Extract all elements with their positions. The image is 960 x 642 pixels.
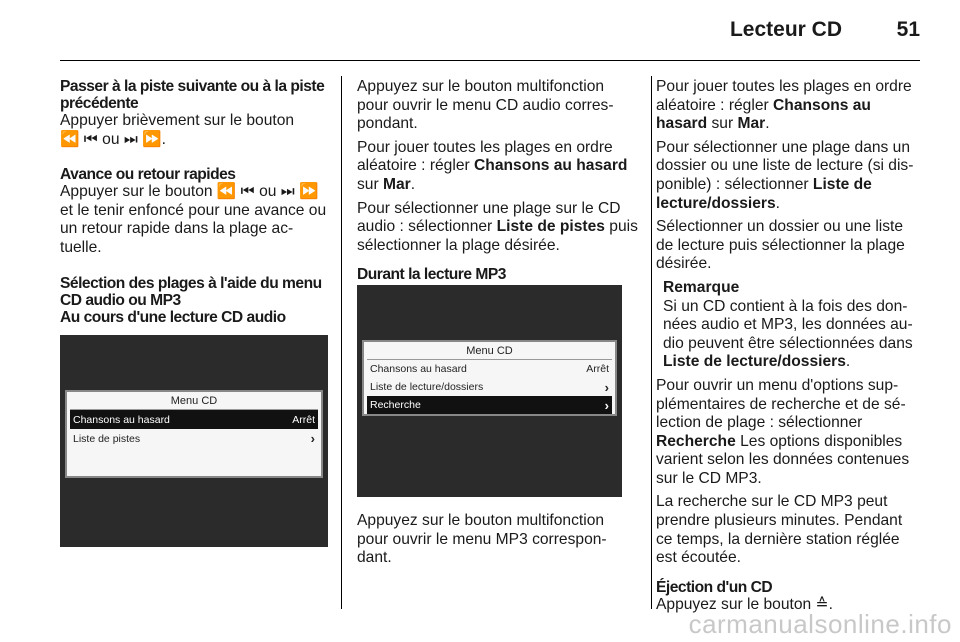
paragraph: Appuyez sur le bouton ≙.: [656, 595, 833, 613]
next-forward-icon: ⏭ ⏩: [280, 183, 319, 201]
menu-row-selected: Chansons au hasard Arrêt: [70, 410, 318, 429]
paragraph: Pour jouer toutes les plages en ordre aléatoire : régler Chansons au hasard sur Mar.: [656, 78, 912, 133]
section-heading: Éjection d'un CD: [656, 578, 773, 596]
section-heading: Durant la lecture MP3: [357, 266, 506, 284]
column-2: [357, 78, 639, 283]
next-forward-icon: ⏭ ⏩: [123, 130, 162, 148]
column-1: [60, 78, 328, 326]
chevron-right-icon: ›: [604, 379, 609, 395]
note-box: [663, 279, 922, 372]
paragraph: Appuyez sur le bouton multifonction pour ouvrir le menu MP3 correspon-dant.: [357, 512, 607, 567]
eject-icon: ≙: [815, 595, 829, 613]
mp3-menu-screenshot: [357, 285, 622, 497]
page-title: Lecteur CD: [729, 18, 842, 41]
paragraph: Appuyer brièvement sur le bouton ⏪ ⏮ ou ⏭ ⏩.: [60, 112, 295, 148]
column-divider-2: [651, 76, 652, 609]
paragraph: Appuyez sur le bouton multifonction pour ouvrir le menu CD audio corres-pondant.: [357, 78, 614, 133]
cd-menu-screenshot: [60, 335, 328, 547]
note-text: Si un CD contient à la fois des don-nées audio et MP3, les données au-dio peuvent être sélectionnées dans Liste de lecture/dossiers.: [663, 297, 913, 371]
chevron-right-icon: ›: [604, 397, 609, 413]
note-title: Remarque: [663, 278, 740, 296]
section-heading: Passer à la piste suivante ou à la piste précédente: [60, 78, 325, 112]
paragraph: Pour sélectionner une plage dans un dossier ou une liste de lecture (si dis-ponible) : sélectionner Liste de lecture/dossiers.: [656, 138, 914, 212]
rewind-prev-icon: ⏪ ⏮: [60, 130, 98, 148]
menu-row: Liste de lecture/dossiers ›: [370, 379, 609, 395]
section-heading: Avance ou retour rapides: [60, 166, 236, 184]
page-number: 51: [896, 18, 920, 41]
paragraph: Appuyer sur le bouton ⏪ ⏮ ou ⏭ ⏩ et le tenir enfoncé pour une avance ou un retour rapide dans la plage ac-tuelle.: [60, 183, 327, 256]
column-2-bottom: [357, 512, 639, 573]
watermark: carmanualsonline.info: [688, 609, 952, 639]
menu-title: Menu CD: [170, 395, 218, 407]
paragraph: Sélectionner un dossier ou une liste de lecture puis sélectionner la plage désirée.: [656, 218, 905, 273]
section-subheading: Au cours d'une lecture CD audio: [60, 308, 286, 326]
lcd-display: [362, 340, 617, 416]
chevron-right-icon: ›: [310, 431, 315, 446]
column-3: [656, 78, 922, 619]
menu-title: Menu CD: [466, 345, 513, 357]
section-heading: Sélection des plages à l'aide du menu CD audio ou MP3: [60, 274, 322, 309]
lcd-display: [65, 390, 323, 478]
paragraph: Pour sélectionner une plage sur le CD audio : sélectionner Liste de pistes puis sélectionner la plage désirée.: [357, 199, 638, 254]
menu-row-selected: Recherche ›: [367, 396, 612, 414]
paragraph: La recherche sur le CD MP3 peut prendre plusieurs minutes. Pendant ce temps, la dernière station réglée est écoutée.: [656, 493, 903, 567]
menu-row: Chansons au hasard Arrêt: [370, 363, 609, 375]
page-header: [0, 0, 960, 62]
rewind-prev-icon: ⏪ ⏮: [216, 183, 255, 201]
menu-row: Liste de pistes ›: [73, 431, 315, 446]
column-divider-1: [341, 76, 342, 609]
header-rule: [60, 60, 920, 61]
paragraph: Pour jouer toutes les plages en ordre aléatoire : régler Chansons au hasard sur Mar.: [357, 138, 628, 193]
paragraph: Pour ouvrir un menu d'options sup-plémentaires de recherche et de sé-lection de plage : sélectionner Recherche Les options disponibles varient selon les données contenues sur le CD MP3.: [656, 376, 910, 487]
